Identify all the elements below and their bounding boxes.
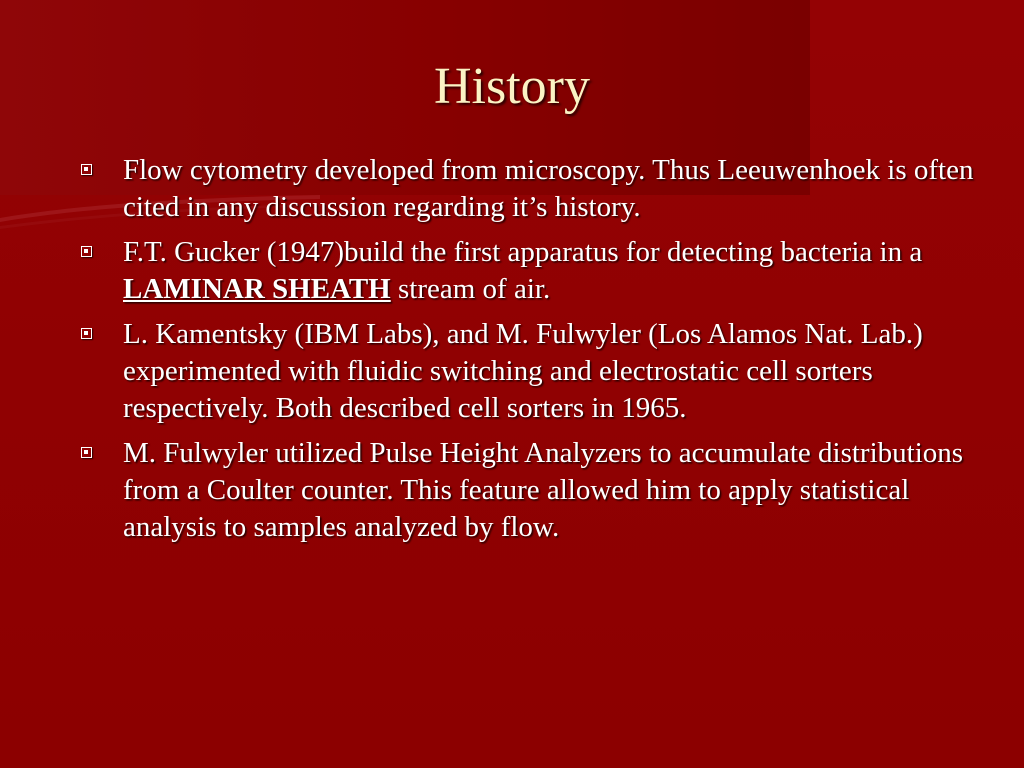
bullet-item-pulse-height [78,435,978,546]
bullet-text-before: F.T. Gucker (1947)build the first apparatus for detecting bacteria in a [123,236,923,268]
square-bullet-icon [81,447,92,458]
bullet-text: L. Kamentsky (IBM Labs), and M. Fulwyler (Los Alamos Nat. Lab.) experimented with fluidic switching and electrostatic cell sorters respectively. Both described cell sorters in 1965. [123,318,923,424]
slide-title: History [434,58,590,115]
bullet-item-leeuwenhoek [78,152,978,226]
bullet-text: Flow cytometry developed from microscopy. Thus Leeuwenhoek is often cited in any discussion regarding it’s history. [123,154,974,223]
bullet-list [78,152,978,554]
bullet-text: M. Fulwyler utilized Pulse Height Analyzers to accumulate distributions from a Coulter counter. This feature allowed him to apply statistical analysis to samples analyzed by flow. [123,437,964,543]
square-bullet-icon [81,164,92,175]
laminar-sheath-emphasis: LAMINAR SHEATH [123,273,391,305]
square-bullet-icon [81,328,92,339]
square-bullet-icon [81,246,92,257]
bullet-item-gucker [78,234,978,308]
bullet-text-after: stream of air. [390,273,551,305]
bullet-item-kamentsky-fulwyler [78,316,978,427]
